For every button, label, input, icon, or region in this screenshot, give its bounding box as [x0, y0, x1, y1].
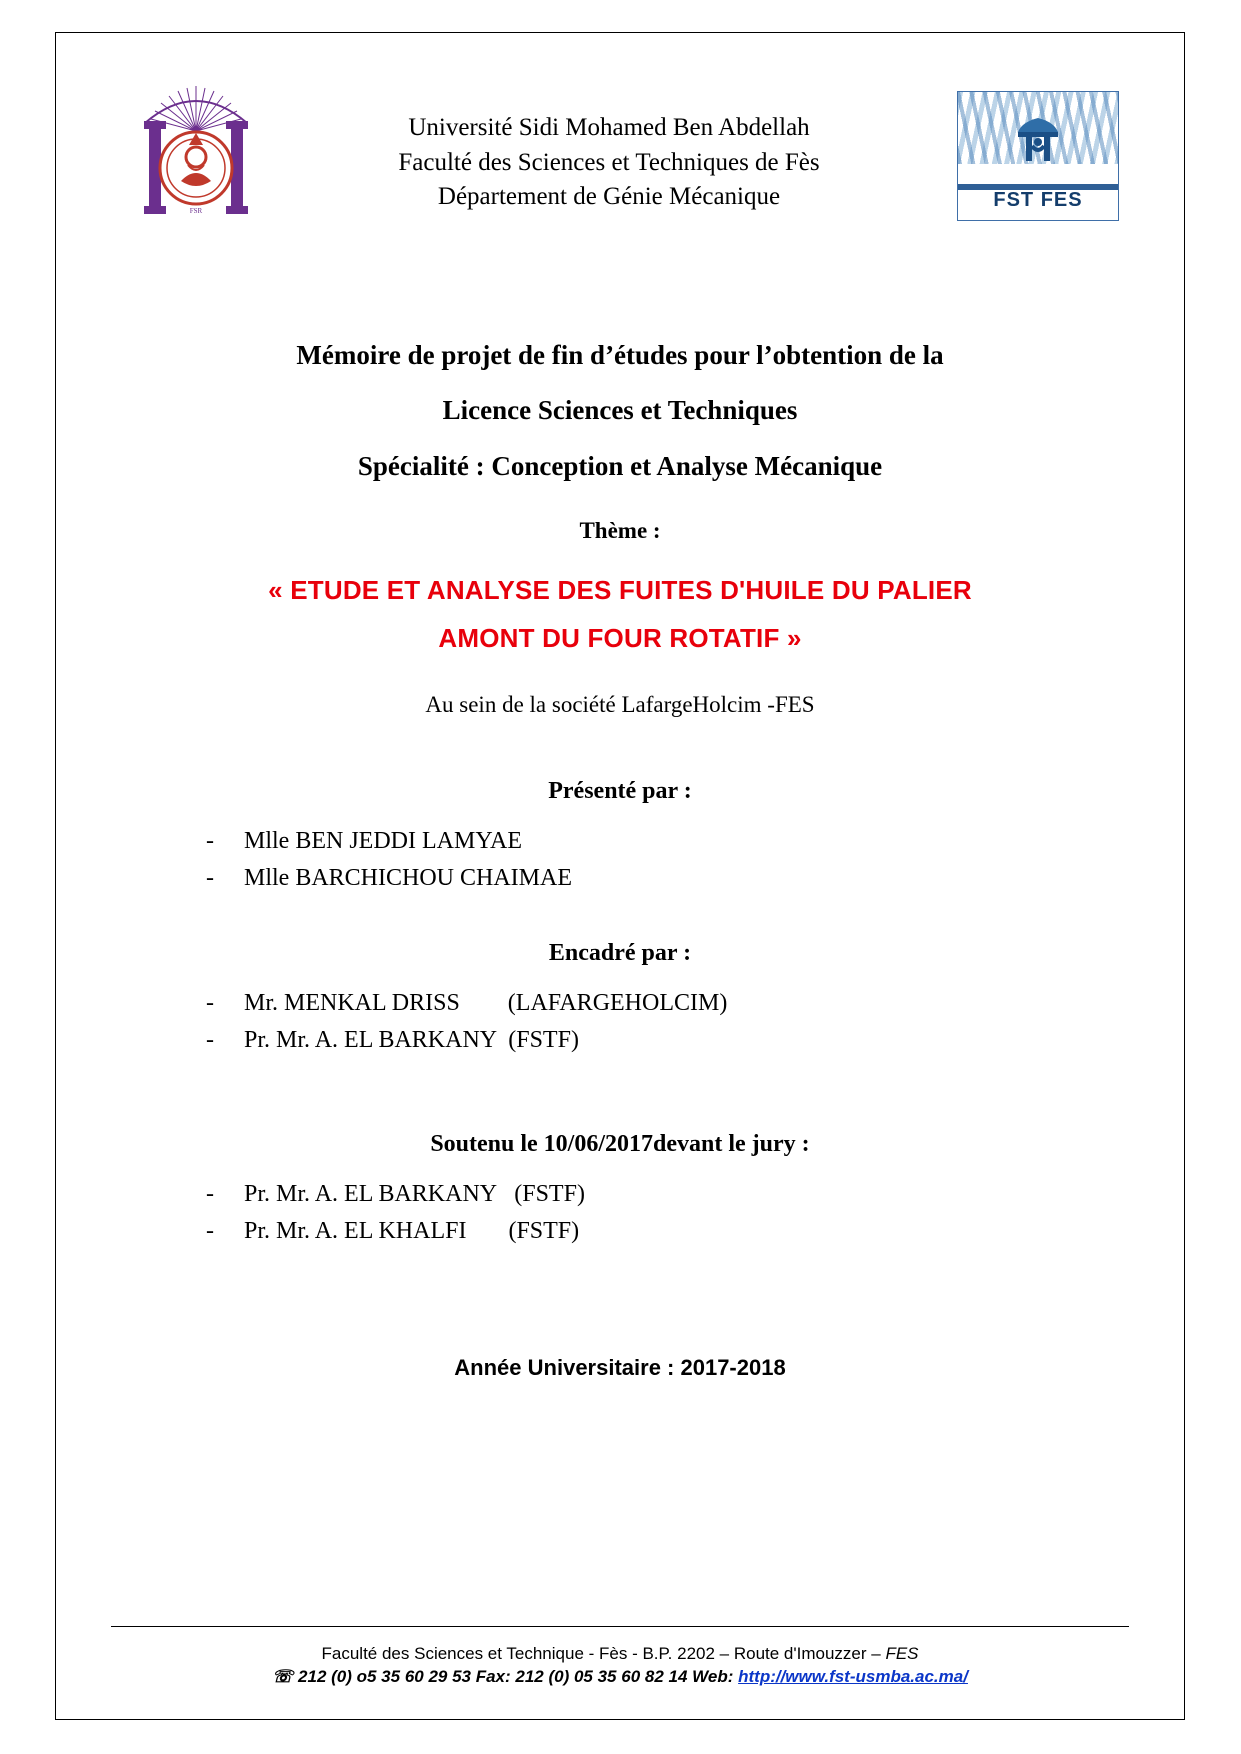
supervisors-heading: Encadré par :: [548, 939, 692, 966]
title-line-1: Mémoire de projet de fin d’études pour l’obtention de la: [296, 340, 944, 370]
department-name: Département de Génie Mécanique: [437, 183, 781, 210]
footer-city: FES: [885, 1643, 919, 1663]
document-footer: [111, 1626, 1129, 1687]
document-page: [55, 32, 1185, 1720]
university-logo: [131, 73, 261, 233]
footer-address-text: Faculté des Sciences et Technique - Fès - B.P. 2202 – Route d'Imouzzer –: [321, 1643, 886, 1663]
footer-contact-text: 212 (0) o5 35 60 29 53 Fax: 212 (0) 05 35 60 82 14 Web:: [298, 1667, 739, 1686]
supervisors-list: [111, 985, 1129, 1059]
list-item: - Mr. MENKAL DRISS (LAFARGEHOLCIM): [206, 985, 1129, 1022]
fst-fes-logo: [957, 91, 1119, 221]
phone-icon: ☏: [272, 1667, 294, 1686]
theme-title-line-2: AMONT DU FOUR ROTATIF »: [438, 623, 802, 654]
header-institution-block: [261, 73, 957, 215]
title-line-3: Spécialité : Conception et Analyse Mécanique: [357, 450, 883, 481]
academic-year: Année Universitaire : 2017-2018: [454, 1355, 786, 1381]
list-item: - Mlle BEN JEDDI LAMYAE: [206, 823, 1129, 860]
company-line: Au sein de la société LafargeHolcim -FES: [425, 692, 815, 718]
theme-label: Thème :: [579, 518, 661, 544]
jury-heading: Soutenu le 10/06/2017devant le jury :: [430, 1130, 810, 1157]
list-item: - Pr. Mr. A. EL BARKANY (FSTF): [206, 1022, 1129, 1059]
document-header: [111, 73, 1129, 243]
svg-text:FSR: FSR: [189, 207, 203, 215]
thesis-title-block: [111, 328, 1129, 494]
authors-heading: Présenté par :: [548, 778, 692, 805]
faculty-website-link[interactable]: http://www.fst-usmba.ac.ma/: [738, 1667, 968, 1686]
authors-list: [111, 823, 1129, 897]
jury-list: [111, 1176, 1129, 1250]
theme-title: [111, 566, 1129, 662]
footer-contact: [111, 1667, 1129, 1687]
list-item: - Mlle BARCHICHOU CHAIMAE: [206, 860, 1129, 897]
footer-divider: [111, 1626, 1129, 1627]
page-content: [56, 33, 1184, 1719]
list-item: - Pr. Mr. A. EL BARKANY (FSTF): [206, 1176, 1129, 1213]
fst-emblem-icon: [1006, 112, 1070, 176]
theme-title-line-1: « ETUDE ET ANALYSE DES FUITES D'HUILE DU PALIER: [268, 575, 972, 606]
fst-fes-label: FST FES: [993, 189, 1083, 211]
title-line-2: Licence Sciences et Techniques: [442, 395, 798, 426]
university-name: Université Sidi Mohamed Ben Abdellah: [408, 114, 810, 141]
footer-address: [111, 1641, 1129, 1667]
faculty-name: Faculté des Sciences et Techniques de Fès: [398, 148, 820, 176]
list-item: - Pr. Mr. A. EL KHALFI (FSTF): [206, 1213, 1129, 1250]
